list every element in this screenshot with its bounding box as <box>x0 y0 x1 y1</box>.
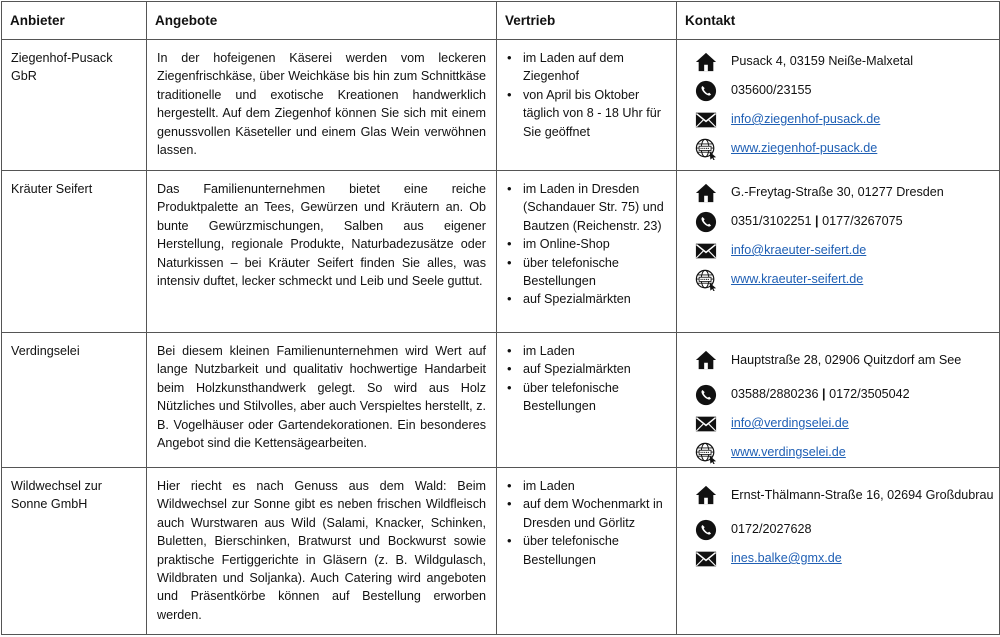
sales-channels-cell <box>497 468 677 635</box>
sales-channel-item: • über telefonische Bestellungen <box>505 379 670 416</box>
contact-address-row <box>695 340 995 380</box>
table-row <box>2 171 1000 333</box>
provider-name-line2: GbR <box>11 69 37 84</box>
envelope-icon <box>695 413 717 435</box>
phone-icon <box>695 384 717 406</box>
contact-email-link[interactable]: info@verdingselei.de <box>731 416 849 430</box>
contact-cell <box>677 333 1000 468</box>
sales-channel-item: • im Laden <box>505 342 670 360</box>
sales-channel-item: • im Laden in Dresden (Schandauer Str. 75) und Bautzen (Reichenstr. 23) <box>505 180 670 235</box>
provider-name-cell <box>2 171 147 333</box>
sales-channel-item: • auf dem Wochenmarkt in Dresden und Görlitz <box>505 495 670 532</box>
contact-address-row <box>695 475 995 515</box>
provider-name-line1: Wildwechsel zur <box>11 479 102 493</box>
contact-web-row <box>695 438 995 467</box>
contact-web-link[interactable]: www.ziegenhof-pusack.de <box>731 141 878 155</box>
sales-channel-list <box>505 180 670 309</box>
phone-number-primary: 03588/2880236 <box>731 387 819 401</box>
sales-channel-list <box>505 49 670 141</box>
contact-cell <box>677 468 1000 635</box>
contact-web-link[interactable]: www.kraeuter-seifert.de <box>731 272 864 286</box>
globe-icon <box>695 138 717 160</box>
phone-number-secondary: 0172/3505042 <box>829 387 910 401</box>
sales-channel-list <box>505 342 670 416</box>
offer-description: Das Familienunternehmen bietet eine reiche Produktpalette an Tees, Gewürzen und Kräutern an. Ob bunte Gewürzmischungen, Salben aus eigener Herstellung, regionale Produkte, Naturbadezusätze oder Naturkissen – bei Kräuter Seifert finden Sie alles, was intensiv duftet, lecker schmeckt und Leib und Seele guttut. <box>147 171 497 333</box>
envelope-icon <box>695 109 717 131</box>
envelope-icon <box>695 240 717 262</box>
contact-web-row <box>695 265 995 294</box>
contact-email-link[interactable]: ines.balke@gmx.de <box>731 551 842 565</box>
provider-table <box>1 1 1000 635</box>
sales-channel-list <box>505 477 670 569</box>
globe-icon <box>695 442 717 464</box>
contact-web-row <box>695 134 995 163</box>
offer-description: Hier riecht es nach Genuss aus dem Wald: Beim Wildwechsel zur Sonne gibt es neben frischen Wildfleisch auch Wurstwaren aus Wild (Salami, Knacker, Schinken, Buletten, Bierschinken, Bratwurst und Bockwurst sowie praktische Fertiggerichte in Gläsern (z. B. Wildgulasch, Wildbraten und Soljanka). Auch Catering wird angeboten und Präsentkörbe können auf Bestellung erworben werden. <box>147 468 497 635</box>
phone-separator: | <box>811 214 823 228</box>
house-icon <box>695 51 717 73</box>
offer-description: In der hofeigenen Käserei werden vom leckeren Ziegenfrischkäse, über Weichkäse bis hin zum Schnittkäse traditionelle und exotische Kreationen handwerklich hergestellt. Auf dem Ziegenhof können Sie sich mit einem genussvollen Käseteller und einem Glas Wein verwöhnen lassen. <box>147 40 497 171</box>
provider-name-cell <box>2 40 147 171</box>
header-anbieter: Anbieter <box>2 2 147 40</box>
provider-name-cell <box>2 333 147 468</box>
sales-channel-item: • von April bis Oktober täglich von 8 - 18 Uhr für Sie geöffnet <box>505 86 670 141</box>
table-row <box>2 468 1000 635</box>
phone-separator: | <box>818 387 830 401</box>
contact-address: G.-Freytag-Straße 30, 01277 Dresden <box>731 185 944 199</box>
envelope-icon <box>695 548 717 570</box>
contact-address: Ernst-Thälmann-Straße 16, 02694 Großdubrau <box>731 487 994 502</box>
sales-channels-cell <box>497 40 677 171</box>
phone-number-primary: 035600/23155 <box>731 83 812 97</box>
sales-channel-item: • über telefonische Bestellungen <box>505 254 670 291</box>
phone-icon <box>695 211 717 233</box>
provider-name-cell <box>2 468 147 635</box>
contact-phone-row <box>695 207 995 236</box>
provider-name-line1: Ziegenhof-Pusack <box>11 51 113 65</box>
phone-number-primary: 0172/2027628 <box>731 522 812 536</box>
contact-email-row <box>695 236 995 265</box>
table-row <box>2 333 1000 468</box>
sales-channel-item: • im Laden <box>505 477 670 495</box>
contact-phone-row <box>695 380 995 409</box>
globe-icon <box>695 269 717 291</box>
contact-email-row <box>695 409 995 438</box>
contact-phone <box>731 386 910 403</box>
house-icon <box>695 349 717 371</box>
contact-email-link[interactable]: info@kraeuter-seifert.de <box>731 243 867 257</box>
offer-description: Bei diesem kleinen Familienunternehmen wird Wert auf lange Nutzbarkeit und qualitativ hochwertige Handarbeit beim Holzkunsthandwerk gelegt. So wird aus Holz Nützliches und Stilvolles, aber auch Verspieltes herstellt, z. B. Vogelhäuser oder Gartendekorationen. Ein besonderes Angebot sind die Kettensägearbeiten. <box>147 333 497 468</box>
provider-name-line1: Verdingselei <box>11 344 80 358</box>
sales-channels-cell <box>497 333 677 468</box>
table-header-row <box>2 2 1000 40</box>
contact-address: Pusack 4, 03159 Neiße-Malxetal <box>731 54 914 68</box>
house-icon <box>695 484 717 506</box>
contact-email-link[interactable]: info@ziegenhof-pusack.de <box>731 112 881 126</box>
sales-channel-item: • im Laden auf dem Ziegenhof <box>505 49 670 86</box>
table-row <box>2 40 1000 171</box>
contact-cell <box>677 40 1000 171</box>
contact-web-link[interactable]: www.verdingselei.de <box>731 445 846 459</box>
phone-icon <box>695 519 717 541</box>
contact-address-row <box>695 47 995 76</box>
contact-email-row <box>695 544 995 573</box>
contact-address-row <box>695 178 995 207</box>
sales-channel-item: • auf Spezialmärkten <box>505 290 670 308</box>
header-kontakt: Kontakt <box>677 2 1000 40</box>
contact-phone <box>731 82 812 99</box>
sales-channel-item: • auf Spezialmärkten <box>505 360 670 378</box>
provider-name-line1: Kräuter Seifert <box>11 182 93 196</box>
phone-number-primary: 0351/3102251 <box>731 214 812 228</box>
sales-channels-cell <box>497 171 677 333</box>
contact-address: Hauptstraße 28, 02906 Quitzdorf am See <box>731 352 962 367</box>
phone-icon <box>695 80 717 102</box>
header-vertrieb: Vertrieb <box>497 2 677 40</box>
house-icon <box>695 182 717 204</box>
contact-phone-row <box>695 515 995 544</box>
phone-number-secondary: 0177/3267075 <box>822 214 903 228</box>
header-angebote: Angebote <box>147 2 497 40</box>
contact-phone <box>731 213 903 230</box>
contact-phone <box>731 521 812 538</box>
contact-cell <box>677 171 1000 333</box>
contact-email-row <box>695 105 995 134</box>
provider-name-line2: Sonne GmbH <box>11 497 88 512</box>
sales-channel-item: • im Online-Shop <box>505 235 670 253</box>
contact-phone-row <box>695 76 995 105</box>
sales-channel-item: • über telefonische Bestellungen <box>505 532 670 569</box>
